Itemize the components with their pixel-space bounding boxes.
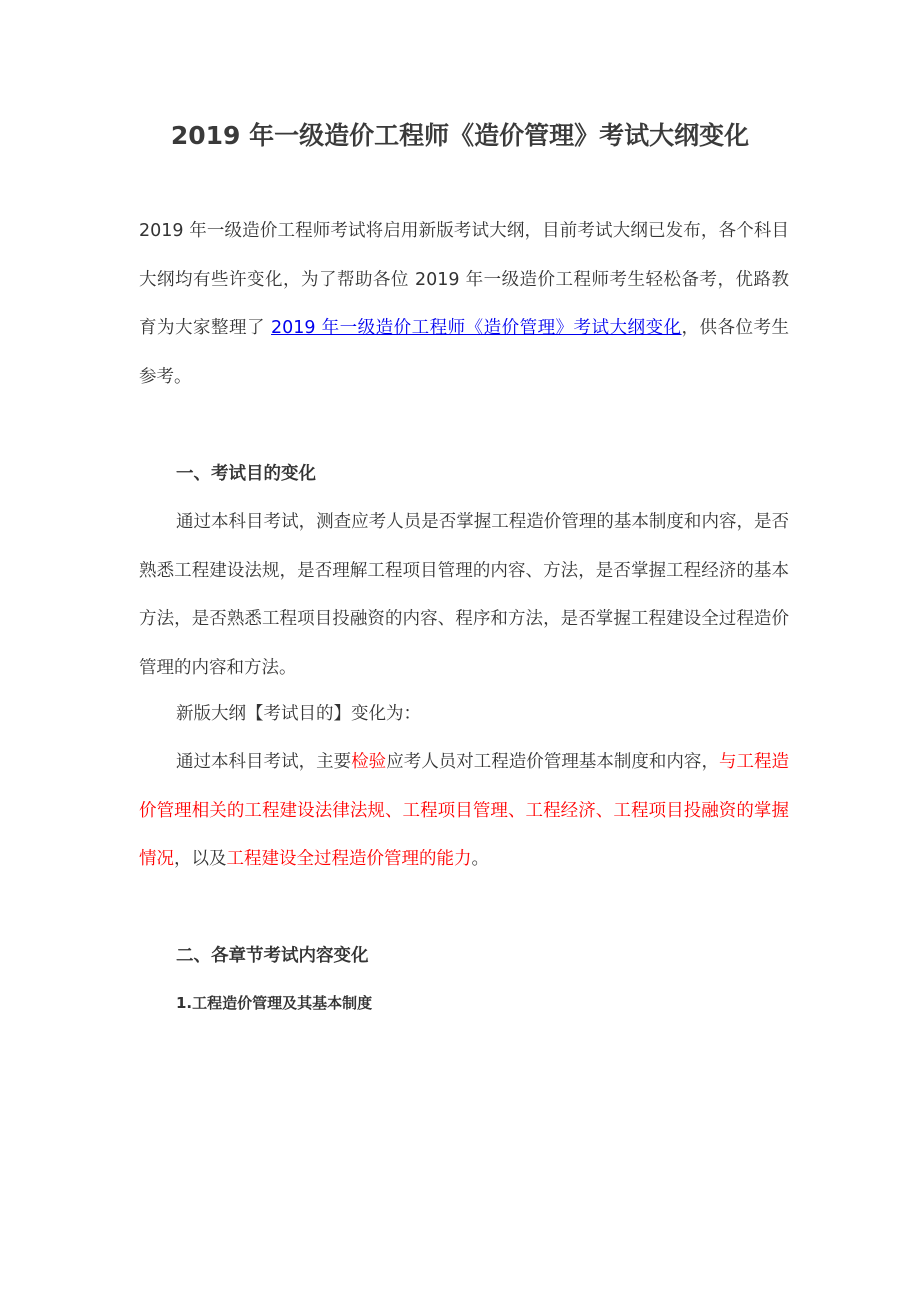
new-purpose-emphasis-1: 检验 xyxy=(351,752,387,772)
outline-change-link[interactable]: 2019 年一级造价工程师《造价管理》考试大纲变化 xyxy=(271,318,682,338)
intro-text-before-link: 2019 年一级造价工程师考试将启用新版考试大纲，目前考试大纲已发布，各个科目大纲均有些许变化，为了帮助各位 2019 年一级造价工程师考生轻松备考，优路教育为大家整理了 xyxy=(139,221,789,338)
intro-text-after-link: ，供各位考生参考。 xyxy=(139,318,790,387)
document-title: 2019 年一级造价工程师《造价管理》考试大纲变化 xyxy=(170,121,750,150)
new-purpose-label: 新版大纲【考试目的】变化为： xyxy=(176,704,421,724)
new-purpose-part3: 应考人员对工程造价管理基本制度和内容， xyxy=(386,752,719,772)
intro-paragraph xyxy=(139,207,789,401)
new-purpose-part1: 通过本科目考试，主要 xyxy=(176,752,352,772)
new-purpose-emphasis-3: 工程建设全过程造价管理的能力 xyxy=(226,849,472,869)
section1-heading: 一、考试目的变化 xyxy=(176,464,316,484)
section2-heading: 二、各章节考试内容变化 xyxy=(176,946,369,966)
new-purpose-paragraph xyxy=(139,738,789,884)
new-purpose-part5: ，以及 xyxy=(174,849,227,869)
new-purpose-part7: 。 xyxy=(471,849,489,869)
new-purpose-emphasis-2: 与工程造价管理相关的工程建设法律法规、工程项目管理、工程经济、工程项目投融资的掌握情况 xyxy=(139,752,790,869)
chapter1-subheading: 1.工程造价管理及其基本制度 xyxy=(176,994,373,1012)
old-purpose-paragraph: 通过本科目考试，测查应考人员是否掌握工程造价管理的基本制度和内容，是否熟悉工程建设法规，是否理解工程项目管理的内容、方法，是否掌握工程经济的基本方法，是否熟悉工程项目投融资的内容、程序和方法，是否掌握工程建设全过程造价管理的内容和方法。 xyxy=(139,512,789,678)
